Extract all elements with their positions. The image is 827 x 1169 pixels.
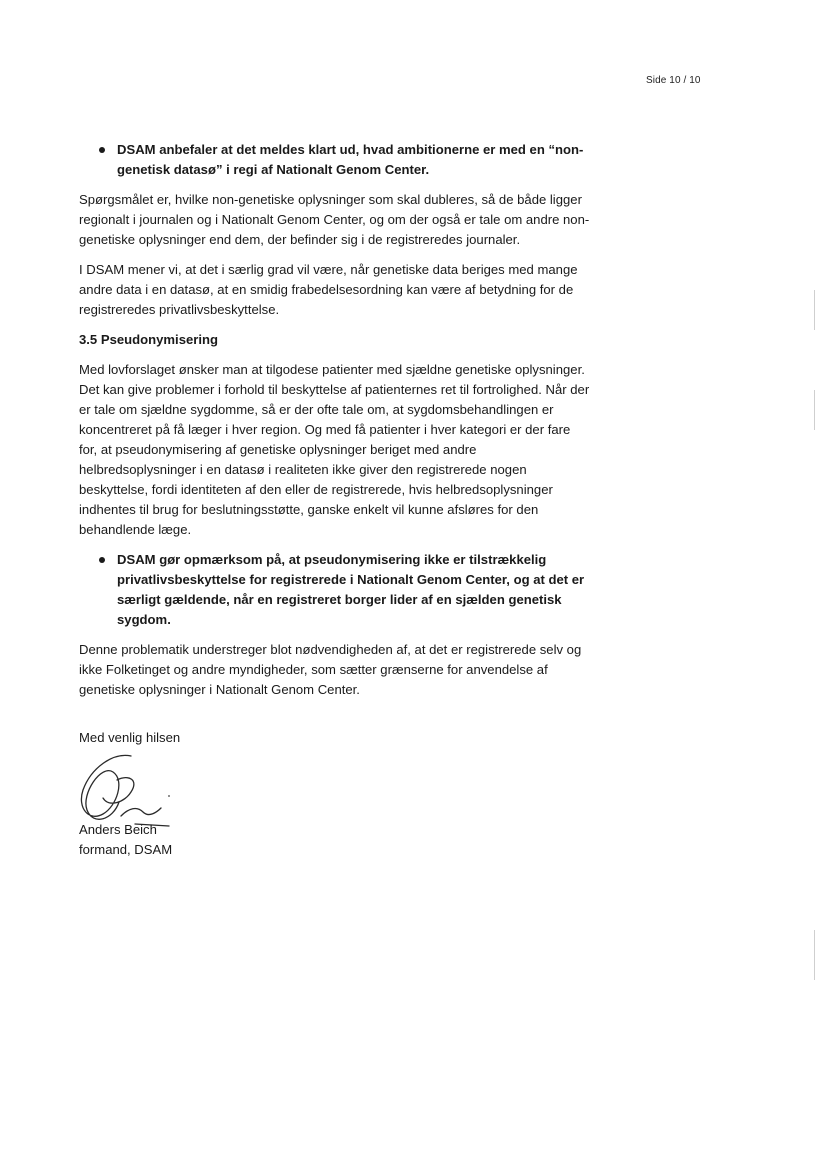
signer-title: formand, DSAM <box>79 842 173 857</box>
recommendation-bullet-datasoe <box>79 140 591 180</box>
bullet-icon <box>99 147 105 153</box>
scan-edge-mark <box>814 930 815 980</box>
scan-edge-mark <box>814 290 815 330</box>
closing-block <box>79 728 591 860</box>
paragraph-duplication: Spørgsmålet er, hvilke non-genetiske oplysninger som skal dubleres, så de både ligger regionalt i journalen og i Nationalt Genom Center, og om der også er tale om andre non-genetiske oplysninger end dem, der befinder sig i de registreredes journaler. <box>79 192 590 247</box>
letter-body <box>79 140 591 860</box>
bullet-icon <box>99 557 105 563</box>
section-heading-pseudonymisering: 3.5 Pseudonymisering <box>79 332 218 347</box>
bullet-text: DSAM gør opmærksom på, at pseudonymisering ikke er tilstrækkelig privatlivsbeskyttelse for registrerede i Nationalt Genom Center, og at det er særligt gældende, når en registreret borger lider af en sjælden genetisk sygdom. <box>117 552 585 627</box>
paragraph-conclusion: Denne problematik understreger blot nødvendigheden af, at det er registrerede selv og ikke Folketinget og andre myndigheder, som sætter grænserne for anvendelse af genetiske oplysninger i Nationalt Genom Center. <box>79 642 582 697</box>
signer-name: Anders Beich <box>79 822 157 837</box>
paragraph-rare-diseases: Med lovforslaget ønsker man at tilgodese patienter med sjældne genetiske oplysninger. Det kan give problemer i forhold til beskyttelse af patienternes ret til fortrolighed. Når der er tale om sjældne sygdomme, så er der ofte tale om, at sygdomsbehandlingen er koncentreret på få læger i hver region. Og med få patienter i hver kategori er der fare for, at pseudonymisering af genetiske oplysninger beriget med andre helbredsoplysninger i en datasø i realiteten ikke giver den registrerede nogen beskyttelse, fordi identiteten af den eller de registrerede, hvis helbredsoplysninger indhentes til brug for beslutningsstøtte, ganske enkelt vil kunne afsløres for den behandlende læge. <box>79 362 590 537</box>
recommendation-bullet-pseudonymisation <box>79 550 591 630</box>
closing-greeting: Med venlig hilsen <box>79 730 181 745</box>
bullet-text: DSAM anbefaler at det meldes klart ud, hvad ambitionerne er med en “non-genetisk datasø” i regi af Nationalt Genom Center. <box>117 142 584 177</box>
page-number: Side 10 / 10 <box>646 75 701 86</box>
paragraph-opt-out: I DSAM mener vi, at det i særlig grad vil være, når genetiske data beriges med mange andre data i en datasø, at en smidig frabedelsesordning kan være af betydning for de registreredes privatlivsbeskyttelse. <box>79 262 578 317</box>
scan-edge-mark <box>814 390 815 430</box>
